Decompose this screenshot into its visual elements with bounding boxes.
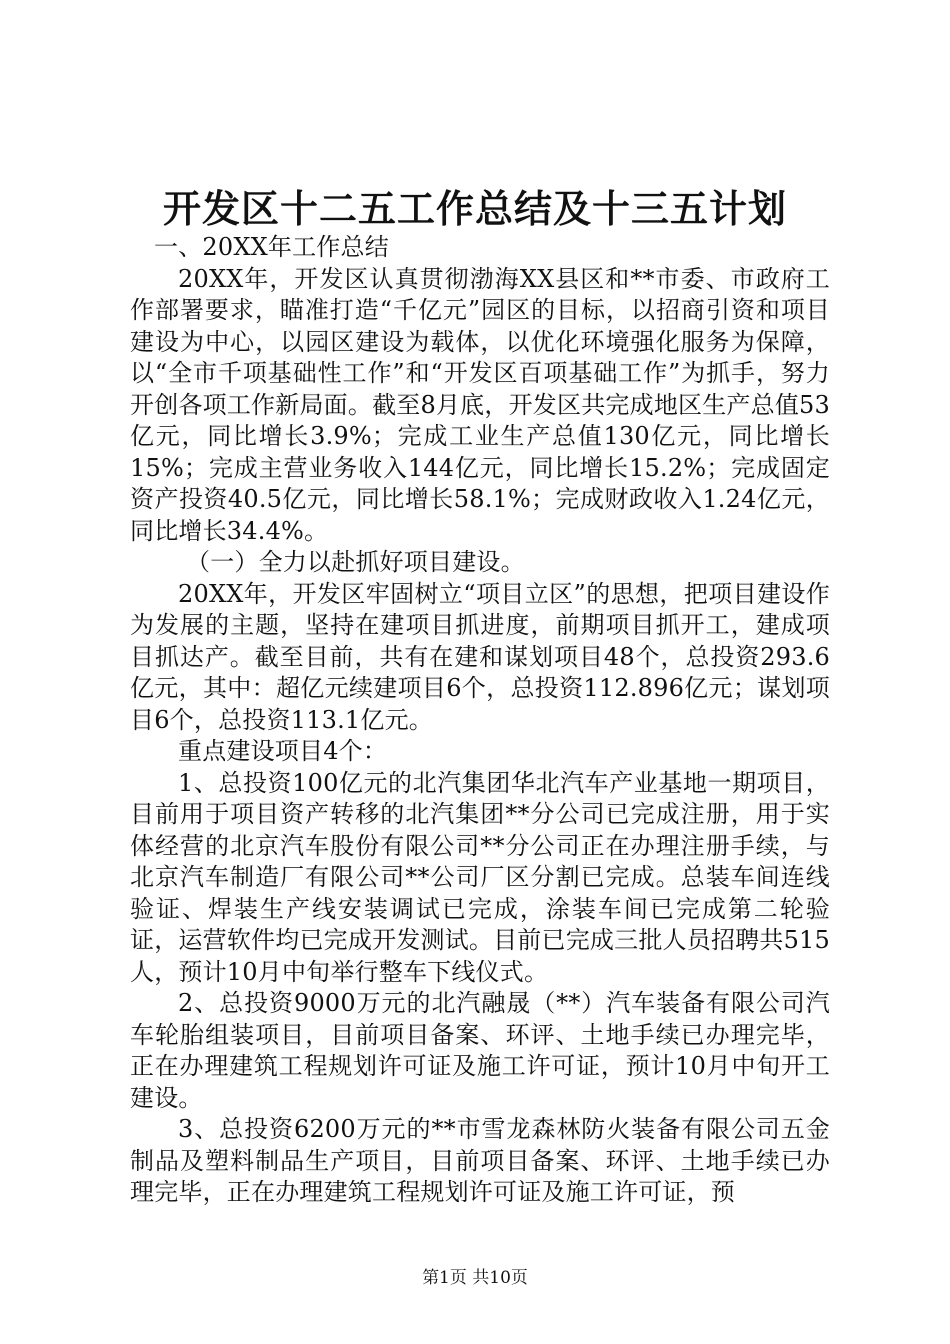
paragraph: 重点建设项目4个： (178, 737, 388, 765)
paragraph: 1、总投资100亿元的北汽集团华北汽车产业基地一期项目，目前用于项目资产转移的北汽集团**分公司已完成注册，用于实体经营的北京汽车股份有限公司**分公司正在办理注册手续，与北京汽车制造厂有限公司**公司厂区分割已完成。总装车间连线验证、焊装生产线安装调试已完成，涂装车间已完成第二轮验证，运营软件均已完成开发测试。目前已完成三批人员招聘共515人，预计10月中旬举行整车下线仪式。 (130, 768, 830, 986)
paragraph: 20XX年，开发区认真贯彻渤海XX县区和**市委、市政府工作部署要求，瞄准打造“千亿元”园区的目标，以招商引资和项目建设为中心，以园区建设为载体，以优化环境强化服务为保障，以“全市千项基础性工作”和“开发区百项基础工作”为抓手，努力开创各项工作新局面。截至8月底，开发区共完成地区生产总值53亿元，同比增长3.9%；完成工业生产总值130亿元，同比增长15%；完成主营业务收入144亿元，同比增长15.2%；完成固定资产投资40.5亿元，同比增长58.1%；完成财政收入1.24亿元，同比增长34.4%。 (130, 264, 830, 545)
document-title: 开发区十二五工作总结及十三五计划 (162, 186, 787, 231)
document-body (130, 232, 830, 1209)
section-heading: 一、20XX年工作总结 (154, 233, 389, 261)
paragraph: 2、总投资9000万元的北汽融晟（**）汽车装备有限公司汽车轮胎组装项目，目前项目备案、环评、土地手续已办理完毕，正在办理建筑工程规划许可证及施工许可证，预计10月中旬开工建设。 (130, 989, 830, 1112)
paragraph: 3、总投资6200万元的**市雪龙森林防火装备有限公司五金制品及塑料制品生产项目，目前项目备案、环评、土地手续已办理完毕，正在办理建筑工程规划许可证及施工许可证，预 (130, 1115, 830, 1206)
paragraph: 20XX年，开发区牢固树立“项目立区”的思想，把项目建设作为发展的主题，坚持在建项目抓进度，前期项目抓开工，建成项目抓达产。截至目前，共有在建和谋划项目48个，总投资293.6亿元，其中：超亿元续建项目6个，总投资112.896亿元；谋划项目6个，总投资113.1亿元。 (130, 579, 830, 734)
subsection-heading: （一）全力以赴抓好项目建设。 (186, 548, 525, 576)
page-footer: 第1页 共10页 (422, 1268, 528, 1288)
